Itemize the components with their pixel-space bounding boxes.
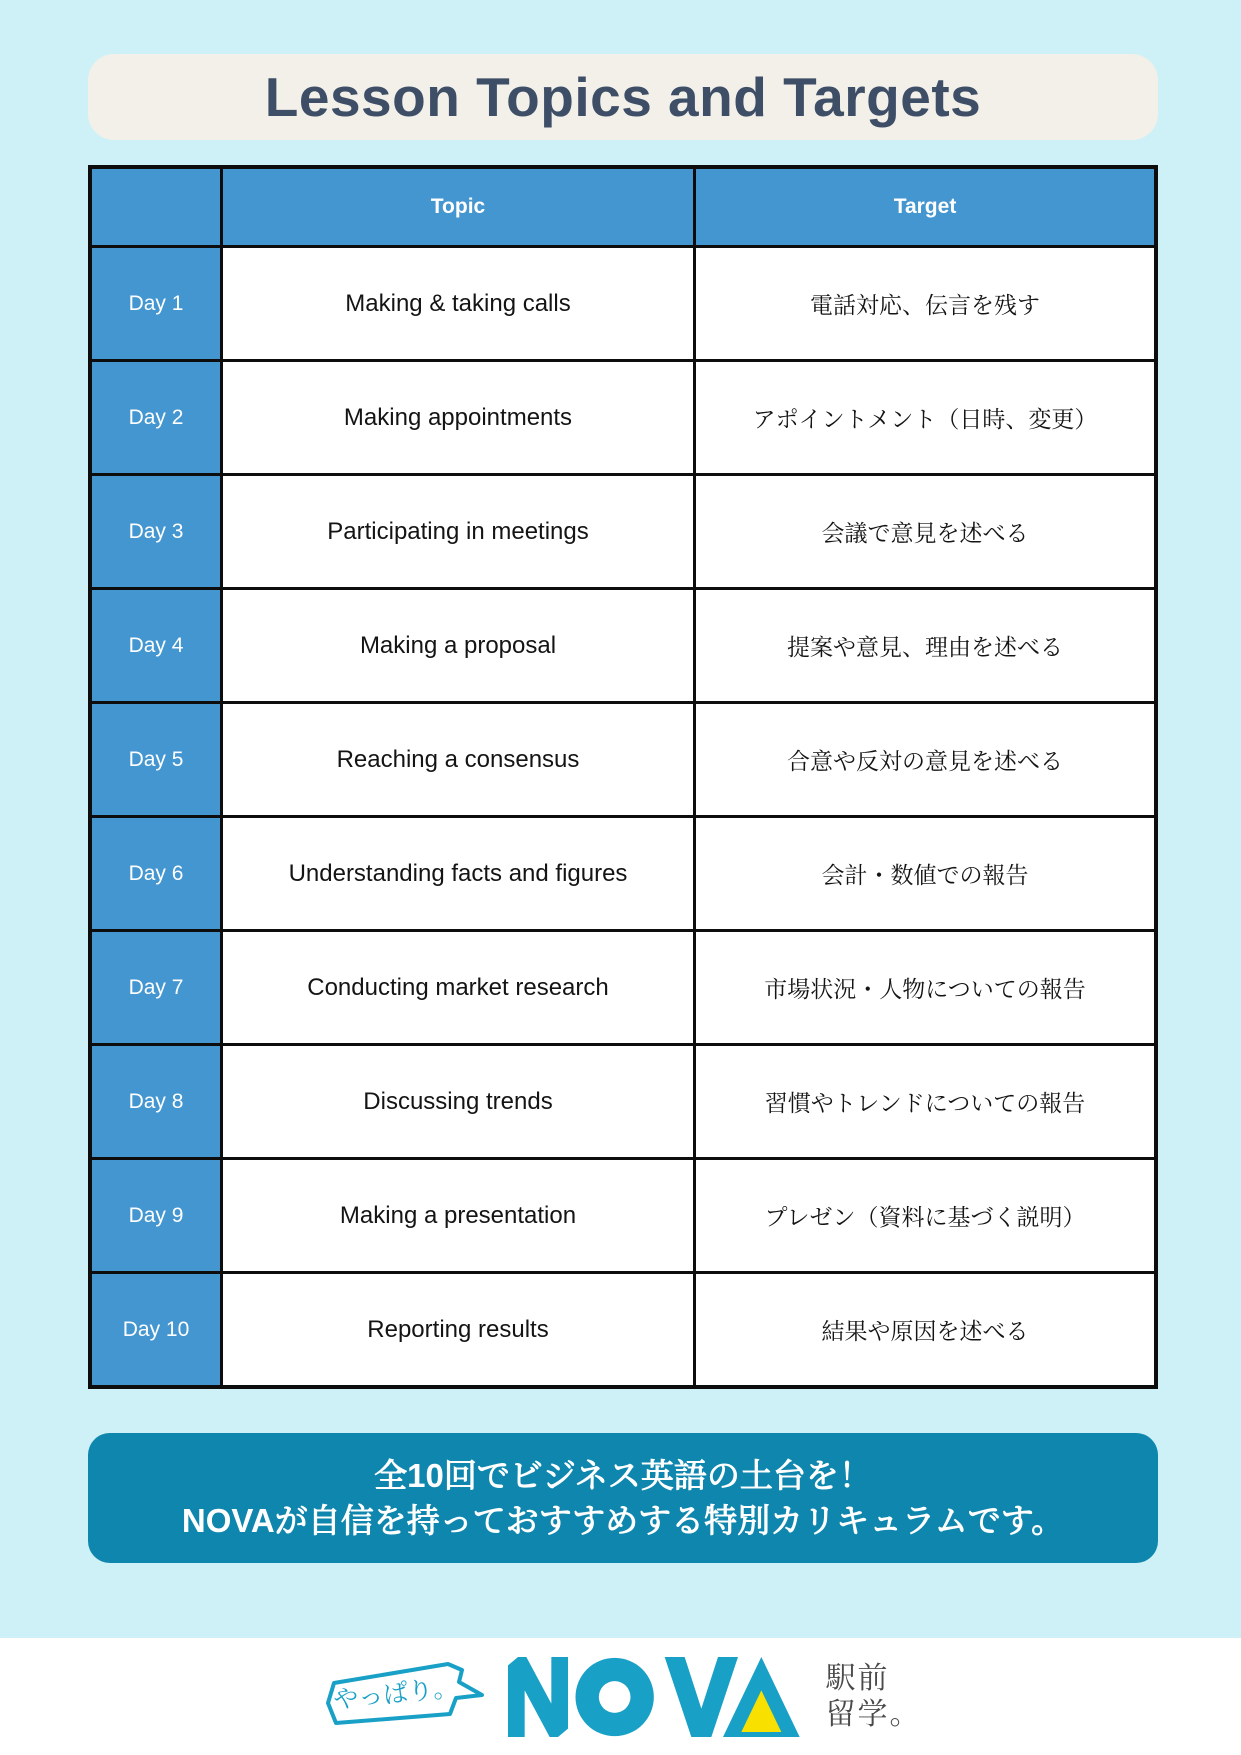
topic-cell: Reaching a consensus xyxy=(223,704,693,815)
target-cell: 市場状況・人物についての報告 xyxy=(696,932,1154,1043)
nova-logo xyxy=(320,1653,922,1741)
title-banner xyxy=(88,54,1158,140)
topic-cell: Participating in meetings xyxy=(223,476,693,587)
page-title: Lesson Topics and Targets xyxy=(264,66,982,128)
topic-cell: Understanding facts and figures xyxy=(223,818,693,929)
target-cell: 会計・数値での報告 xyxy=(696,818,1154,929)
lesson-table xyxy=(88,165,1158,1389)
logo-tagline-line2: 留学。 xyxy=(825,1697,922,1731)
speech-bubble-icon xyxy=(320,1655,490,1739)
target-cell: 会議で意見を述べる xyxy=(696,476,1154,587)
target-cell: 習慣やトレンドについての報告 xyxy=(696,1046,1154,1157)
logo-tagline xyxy=(826,1661,922,1733)
topic-cell: Discussing trends xyxy=(223,1046,693,1157)
promo-banner xyxy=(88,1433,1158,1563)
day-label: Day 3 xyxy=(92,476,220,587)
header-cell-day xyxy=(92,169,220,245)
promo-banner-line1: 全10回でビジネス英語の土台を！ xyxy=(374,1457,872,1494)
day-label: Day 6 xyxy=(92,818,220,929)
header-cell-topic: Topic xyxy=(223,169,693,245)
day-label: Day 1 xyxy=(92,248,220,359)
topic-cell: Reporting results xyxy=(223,1274,693,1385)
day-label: Day 10 xyxy=(92,1274,220,1385)
day-label: Day 7 xyxy=(92,932,220,1043)
nova-wordmark-icon xyxy=(508,1653,808,1741)
speech-bubble-text: やっぱり。 xyxy=(331,1673,459,1714)
day-label: Day 4 xyxy=(92,590,220,701)
topic-cell: Making a proposal xyxy=(223,590,693,701)
day-label: Day 5 xyxy=(92,704,220,815)
logo-tagline-line1: 駅前 xyxy=(825,1661,890,1695)
promo-banner-line2: NOVAが自信を持っておすすめする特別カリキュラムです。 xyxy=(181,1502,1065,1539)
topic-cell: Making a presentation xyxy=(223,1160,693,1271)
target-cell: 電話対応、伝言を残す xyxy=(696,248,1154,359)
topic-cell: Conducting market research xyxy=(223,932,693,1043)
target-cell: 結果や原因を述べる xyxy=(696,1274,1154,1385)
target-cell: アポイントメント（日時、変更） xyxy=(696,362,1154,473)
day-label: Day 2 xyxy=(92,362,220,473)
day-label: Day 8 xyxy=(92,1046,220,1157)
day-label: Day 9 xyxy=(92,1160,220,1271)
header-cell-target: Target xyxy=(696,169,1154,245)
topic-cell: Making appointments xyxy=(223,362,693,473)
footer xyxy=(0,1638,1241,1755)
target-cell: プレゼン（資料に基づく説明） xyxy=(696,1160,1154,1271)
target-cell: 提案や意見、理由を述べる xyxy=(696,590,1154,701)
topic-cell: Making & taking calls xyxy=(223,248,693,359)
target-cell: 合意や反対の意見を述べる xyxy=(696,704,1154,815)
